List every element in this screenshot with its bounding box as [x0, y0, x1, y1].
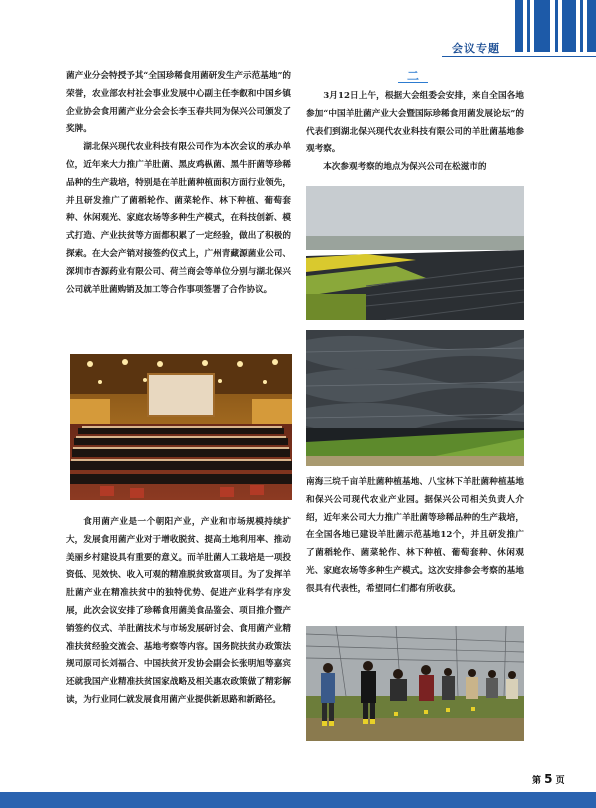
- page-number-value: 5: [544, 772, 553, 786]
- field-photo-shade-nets: [306, 330, 524, 466]
- right-para-3: 南海三垸千亩羊肚菌种植基地、八宝林下羊肚菌种植基地和保兴公司现代农业产业园。据保兴公司相关负责人介绍，近年来公司大力推广羊肚菌等珍稀品种的生产栽培，在全国各地已建设羊肚菌示范基地12个，并且研发推广了菌稻轮作、菌菜轮作、林下种植、葡萄套种、休闲观光、家庭农场等多种生产模式。这次安排参会考察的基地很具有代表性，希望同仁们都有所收获。: [306, 477, 524, 594]
- header-decoration: [515, 0, 596, 58]
- left-column-top: [66, 68, 291, 299]
- right-column-middle: [306, 474, 524, 599]
- left-para-2: 湖北保兴现代农业科技有限公司作为本次会议的承办单位，近年来大力推广羊肚菌、黑皮鸡枞菌、黑牛肝菌等珍稀品种的生产栽培，特别是在羊肚菌种植面积方面行业领先，并且研发推广了菌稻轮作、菌菜轮作、林下种植、葡萄套种、休闲观光、家庭农场等多种生产模式，在科技创新、模式打造、产业扶贫等方面都积累了一定经验，做出了积极的探索。在大会产销对接签约仪式上，广州青藏源菌业公司、深圳市杏源药业有限公司、荷兰商会等单位分别与湖北保兴公司就羊肚菌购销及加工等合作事项签署了合作协议。: [66, 142, 291, 295]
- page-prefix: 第: [532, 776, 542, 786]
- right-column-top: [306, 88, 524, 177]
- page-number: [532, 772, 565, 786]
- right-para-1: 3月12日上午，根据大会组委会安排，来自全国各地参加“中国羊肚菌产业大会暨国际珍稀食用菌发展论坛”的代表们到湖北保兴现代农业科技有限公司的羊肚菌基地参观考察。: [306, 91, 524, 155]
- section-number: 二: [398, 70, 428, 83]
- left-column-bottom: [66, 514, 291, 710]
- left-para-1: 菌产业分会特授予其“全国珍稀食用菌研发生产示范基地”的荣誉，农业部农村社会事业发展中心副主任李叡和中国乡镇企业协会食用菌产业分会会长李玉春共同为保兴公司颁发了奖牌。: [66, 71, 291, 135]
- right-para-2: 本次参观考察的地点为保兴公司在松滋市的: [323, 162, 487, 173]
- conference-hall-photo: [70, 354, 292, 500]
- page-suffix: 页: [555, 776, 565, 786]
- left-para-3: 食用菌产业是一个朝阳产业，产业和市场规模持续扩大，发展食用菌产业对于增收脱贫、提高土地利用率、推动美丽乡村建设具有重要的意义。而羊肚菌人工栽培是一项投资低、见效快、收入可观的精准脱贫致富项目。为了发挥羊肚菌产业在精准扶贫中的独特优势、促进产业科学有序发展，此次会议安排了珍稀食用菌美食品鉴会、项目推介暨产销签约仪式、羊肚菌技术与市场发展研讨会、食用菌产业精准扶贫经验交流会、基地考察等内容。国务院扶贫办政策法规司原司长刘福合、中国扶贫开发协会副会长张明旭等嘉宾还就我国产业精准扶贫国家战略及相关惠农政策做了精彩解读，为行业同仁就发展食用菌产业提供新思路和新路径。: [66, 517, 291, 705]
- section-title: 会议专题: [452, 42, 500, 55]
- visitors-inspection-photo: [306, 626, 524, 741]
- header-rule: [442, 56, 596, 57]
- field-photo-overview: [306, 186, 524, 320]
- footer-bar: [0, 792, 596, 808]
